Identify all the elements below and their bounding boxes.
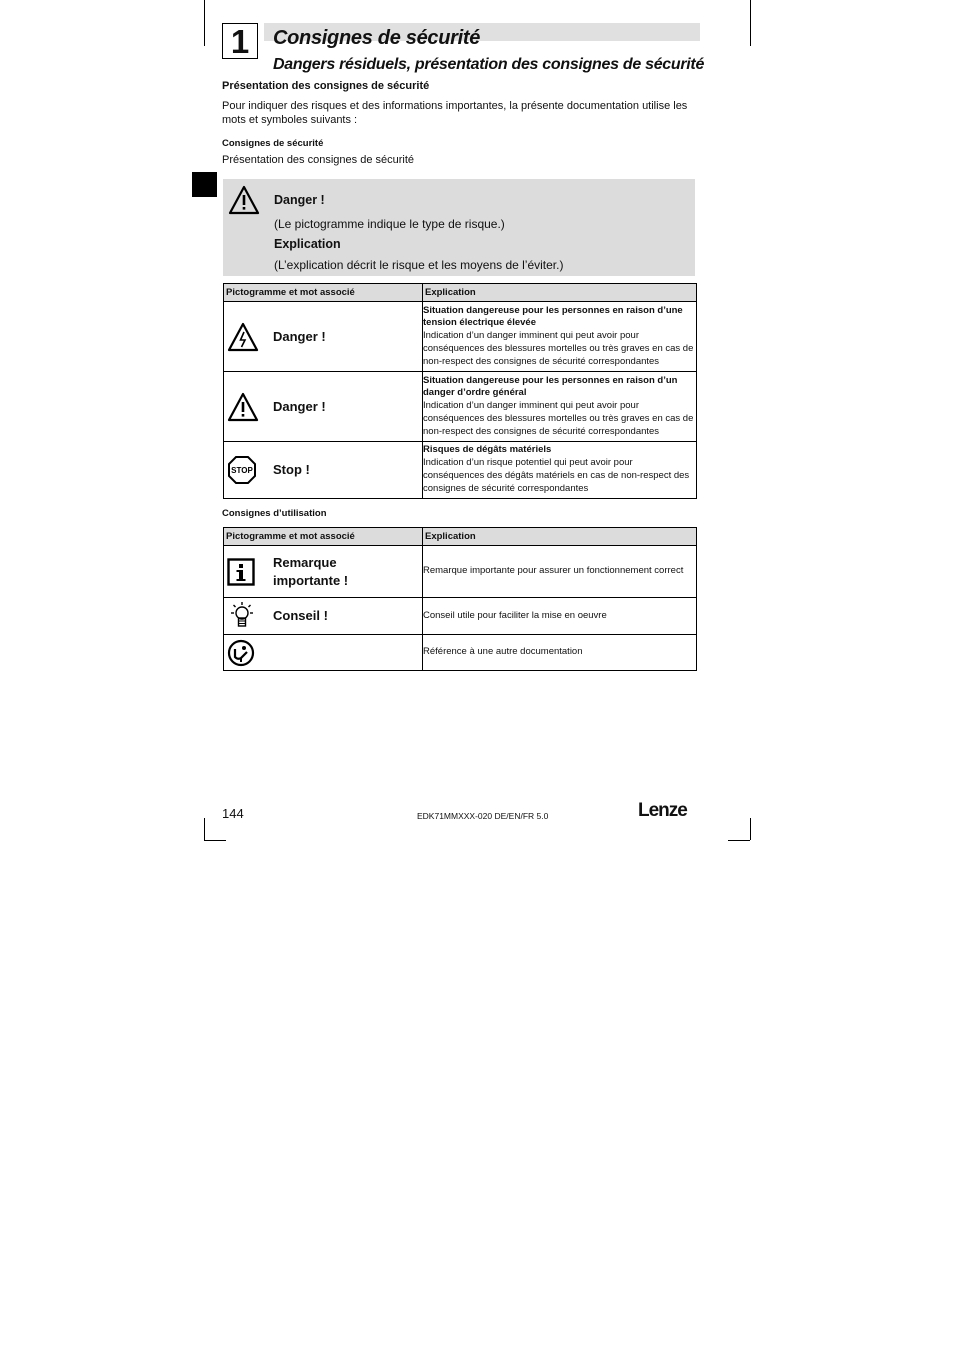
explanation-cell: Remarque importante pour assurer un fonctionnement correct bbox=[423, 546, 697, 598]
lightbulb-icon bbox=[227, 601, 257, 631]
page-subtitle: Dangers résiduels, présentation des consignes de sécurité bbox=[273, 56, 705, 73]
example-signal-word: Danger ! bbox=[274, 193, 325, 207]
document-code: EDK71MMXXX-020 DE/EN/FR 5.0 bbox=[417, 811, 549, 821]
explanation-title: Risques de dégâts matériels bbox=[423, 444, 552, 456]
table-row bbox=[224, 372, 697, 442]
explanation-cell bbox=[423, 302, 697, 372]
reference-book-icon bbox=[227, 639, 255, 667]
safety-table bbox=[223, 283, 697, 499]
explanation-cell bbox=[423, 372, 697, 442]
table-header-row bbox=[224, 284, 697, 302]
pictogram-cell bbox=[224, 635, 423, 671]
table-row bbox=[224, 442, 697, 499]
info-icon bbox=[227, 558, 255, 586]
table-row bbox=[224, 546, 697, 598]
signal-word: Conseil ! bbox=[273, 608, 328, 623]
stop-icon-text: STOP bbox=[231, 466, 253, 475]
section-heading: Présentation des consignes de sécurité bbox=[222, 80, 430, 92]
electric-hazard-icon bbox=[227, 322, 259, 352]
pictogram-cell bbox=[224, 442, 423, 499]
explanation-cell: Conseil utile pour faciliter la mise en oeuvre bbox=[423, 598, 697, 635]
page-number: 144 bbox=[222, 806, 244, 821]
pictogram-cell bbox=[224, 546, 423, 598]
signal-word bbox=[273, 554, 422, 590]
safety-heading: Consignes de sécurité bbox=[222, 138, 324, 149]
crop-mark bbox=[750, 818, 751, 840]
example-pictogram-note: (Le pictogramme indique le type de risque.) bbox=[274, 217, 505, 231]
example-box bbox=[223, 179, 695, 276]
stop-sign-icon bbox=[227, 455, 257, 485]
intro-paragraph: Pour indiquer des risques et des informations importantes, la présente documentation utilise les mots et symboles suivants : bbox=[222, 100, 688, 126]
explanation-title: Situation dangereuse pour les personnes en raison d’un danger d’ordre général bbox=[423, 374, 678, 399]
pictogram-cell bbox=[224, 372, 423, 442]
warning-triangle-icon bbox=[228, 185, 260, 215]
lenze-logo: Lenze bbox=[638, 800, 687, 821]
signal-word: Danger ! bbox=[273, 328, 326, 344]
table-header-row bbox=[224, 528, 697, 546]
usage-heading: Consignes d’utilisation bbox=[222, 508, 327, 519]
general-hazard-icon bbox=[227, 392, 259, 422]
column-header: Pictogramme et mot associé bbox=[224, 284, 423, 302]
signal-word-line: Remarque bbox=[273, 554, 337, 570]
signal-word-line: importante ! bbox=[273, 572, 349, 588]
crop-mark bbox=[728, 840, 750, 841]
signal-word: Stop ! bbox=[273, 462, 310, 477]
explanation-text: Indication d’un danger imminent qui peut avoir pour conséquences des blessures mortelles ou très graves en cas de non-respect des consignes de sécurité correspondantes bbox=[423, 330, 694, 367]
example-explanation-note: (L’explication décrit le risque et les moyens de l’éviter.) bbox=[274, 258, 564, 272]
column-header: Pictogramme et mot associé bbox=[224, 528, 423, 546]
crop-mark bbox=[204, 818, 205, 840]
explanation-cell: Référence à une autre documentation bbox=[423, 635, 697, 671]
usage-table bbox=[223, 527, 697, 671]
page-title: Consignes de sécurité bbox=[273, 27, 481, 49]
explanation-cell bbox=[423, 442, 697, 499]
explanation-title: Situation dangereuse pour les personnes en raison d’une tension électrique élevée bbox=[423, 304, 683, 329]
pictogram-cell bbox=[224, 302, 423, 372]
column-header: Explication bbox=[423, 284, 697, 302]
safety-line: Présentation des consignes de sécurité bbox=[222, 154, 415, 166]
explanation-text: Indication d’un danger imminent qui peut avoir pour conséquences des blessures mortelles ou très graves en cas de non-respect des consignes de sécurité correspondantes bbox=[423, 400, 694, 437]
pictogram-cell bbox=[224, 598, 423, 635]
column-header: Explication bbox=[423, 528, 697, 546]
crop-mark bbox=[204, 840, 226, 841]
table-row bbox=[224, 598, 697, 635]
crop-mark bbox=[750, 0, 751, 46]
explanation-text: Indication d’un risque potentiel qui peut avoir pour conséquences des dégâts matériels en cas de non-respect des consignes de sécurité correspondantes bbox=[423, 457, 690, 494]
side-tab-marker bbox=[192, 172, 217, 197]
table-row bbox=[224, 635, 697, 671]
example-explanation-label: Explication bbox=[274, 237, 341, 251]
chapter-number: 1 bbox=[222, 23, 258, 59]
signal-word: Danger ! bbox=[273, 398, 326, 414]
crop-mark bbox=[204, 0, 205, 46]
table-row bbox=[224, 302, 697, 372]
